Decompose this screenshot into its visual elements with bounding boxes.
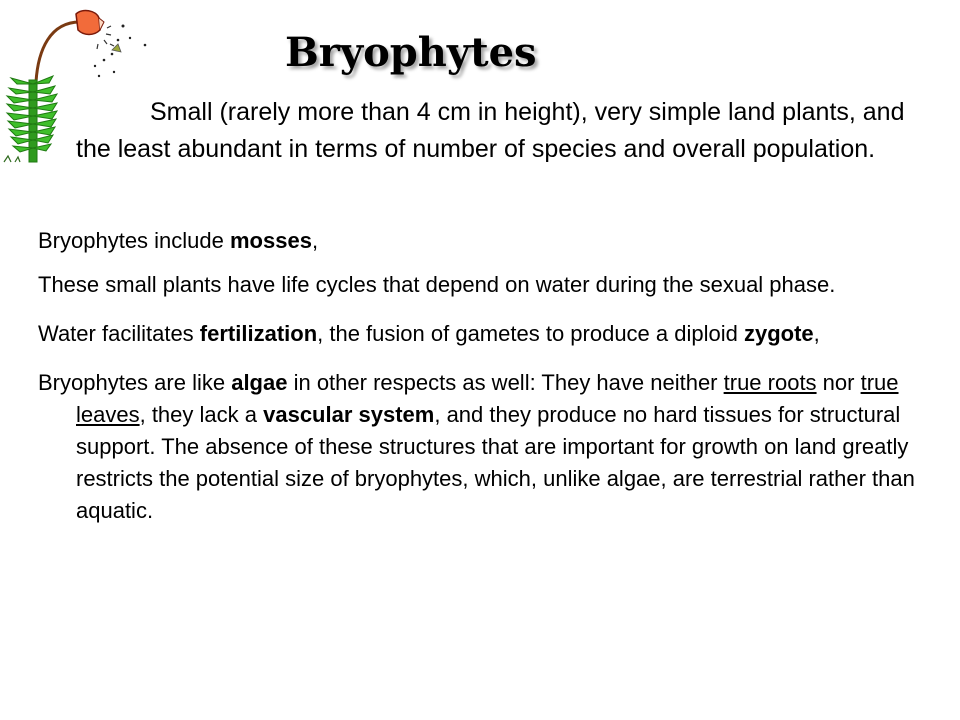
slide-title: Bryophytes	[285, 29, 537, 76]
bullet-mosses: Bryophytes include mosses,	[38, 228, 319, 253]
intro-paragraph: Small (rarely more than 4 cm in height), very simple land plants, and the least abundant in terms of number of species and overall population.	[76, 98, 905, 163]
bullet-algae-comparison: Bryophytes are like algae in other respects as well: They have neither true roots nor true leaves, they lack a vascular system, and they produce no hard tissues for structural support. The absence of these structures that are important for growth on land greatly restricts the potential size of bryophytes, which, unlike algae, are terrestrial rather than aquatic.	[38, 370, 915, 523]
bullet-list	[38, 225, 918, 527]
bullet-fertilization: Water facilitates fertilization, the fusion of gametes to produce a diploid zygote,	[38, 321, 820, 346]
bullet-life-cycle: These small plants have life cycles that depend on water during the sexual phase.	[38, 272, 836, 297]
